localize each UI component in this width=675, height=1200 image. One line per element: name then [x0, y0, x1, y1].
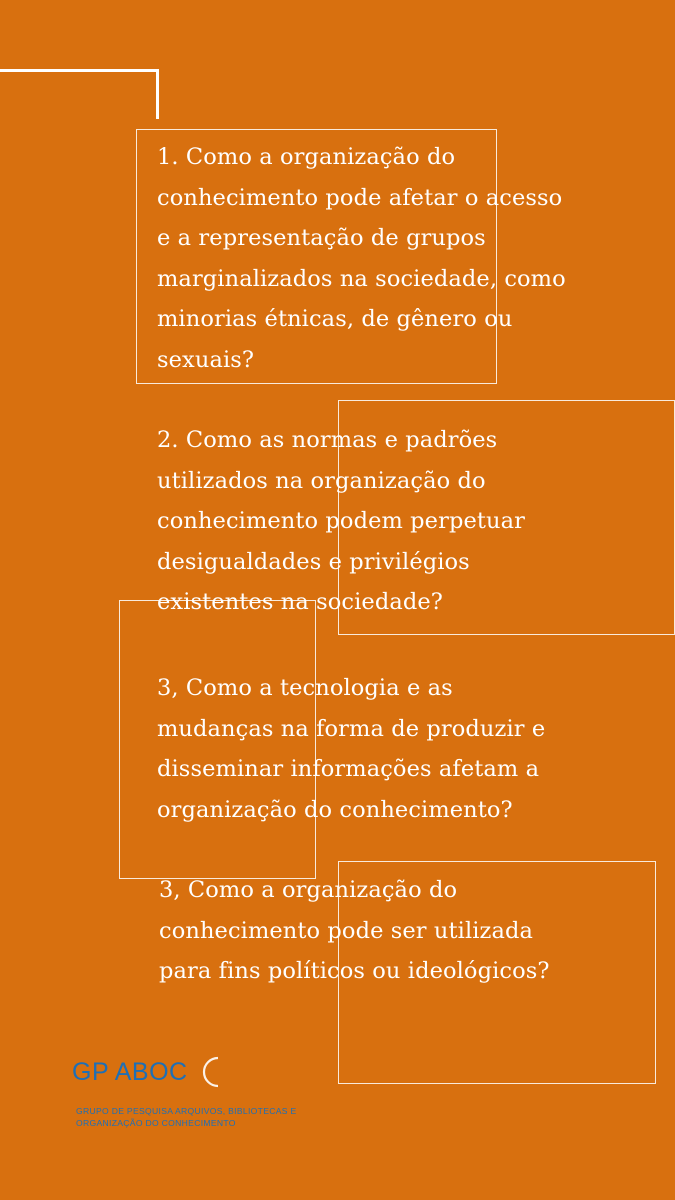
question-1: 1. Como a organização do conhecimento pode afetar o acesso e a representação de grupos marginalizados na sociedade, como minorias étnicas, de gênero ou sexuais? [157, 144, 566, 373]
gp-aboc-logo [72, 1052, 232, 1092]
question-3: 3, Como a tecnologia e as mudanças na forma de produzir e disseminar informações afetam a organização do conhecimento? [157, 675, 546, 823]
logo-arc-icon [204, 1058, 218, 1086]
logo-mark [72, 1052, 232, 1092]
brand-tagline: GRUPO DE PESQUISA ARQUIVOS, BIBLIOTECAS E ORGANIZAÇÃO DO CONHECIMENTO [76, 1106, 297, 1128]
logo-text: GP ABOC [72, 1058, 188, 1086]
question-4: 3, Como a organização do conhecimento pode ser utilizada para fins políticos ou ideológicos? [159, 877, 550, 984]
corner-line-decoration [0, 69, 159, 119]
question-2: 2. Como as normas e padrões utilizados na organização do conhecimento podem perpetuar desigualdades e privilégios existentes na sociedade? [157, 427, 525, 615]
